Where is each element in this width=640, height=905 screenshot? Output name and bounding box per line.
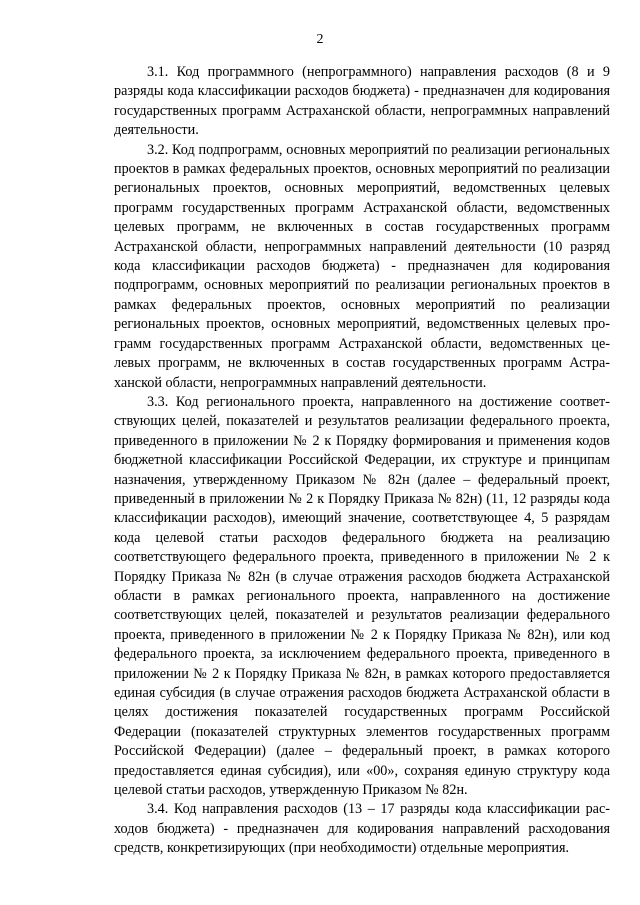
page-number: 2 [316,32,324,47]
document-body [114,63,610,859]
paragraph-3-1: 3.1. Код программного (непрограммного) направления расходов (8 и 9 разряды кода классификации расходов бюджета) - предназначен для кодирования государственных программ Астраханской области, непрограммных направлений деятельности. [114,64,610,139]
paragraph-3-2: 3.2. Код подпрограмм, основных мероприятий по реализации региональных проектов в рамках федеральных проектов, основных мероприятий по реализации региональных проектов, основных мероприятий, ведомственных целевых программ государственных программ Астраханской области, ведомственных целевых программ, не включенных в состав государственных программ Астраханской области, непрограммных направлений деятельности (10 разряд кода классификации расходов бюджета) - предназначен для кодирования подпрограмм, основных мероприятий по реализации региональных проектов в рамках федеральных проектов, основных мероприятий по реализации региональных проектов, основных мероприятий, ведомственных целевых программ государственных программ Астраханской области, ведомственных целевых программ, не включенных в состав государственных программ Астраханской области, непрограммных направлений деятельности. [114,141,610,391]
paragraph-3-4: 3.4. Код направления расходов (13 – 17 разряды кода классификации расходов бюджета) - предназначен для кодирования направлений расходования средств, конкретизирующих (при необходимости) отдельные мероприятия. [114,801,610,857]
paragraph-3-3: 3.3. Код регионального проекта, направленного на достижение соответствующих целей, показателей и результатов реализации федерального проекта, приведенного в приложении № 2 к Порядку формирования и применения кодов бюджетной классификации Российской Федерации, их структуре и принципам назначения, утвержденному Приказом № 82н (далее – федеральный проект, приведенный в приложении № 2 к Порядку Приказа № 82н) (11, 12 разряды кода классификации расходов), имеющий значение, соответствующее 4, 5 разрядам кода целевой статьи расходов федерального бюджета на реализацию соответствующего федерального проекта, приведенного в приложении № 2 к Порядку Приказа № 82н (в случае отражения расходов бюджета Астраханской области в рамках регионального проекта, направленного на достижение соответствующих целей, показателей и результатов реализации федерального проекта, приведенного в приложении № 2 к Порядку Приказа № 82н), или код федерального проекта, за исключением федерального проекта, приведенного в приложении № 2 к Порядку Приказа № 82н, в рамках которого предоставляется единая субсидия (в случае отражения расходов бюджета Астраханской области в целях достижения показателей государственных программ Российской Федерации (показателей структурных элементов государственных программ Российской Федерации) (далее – федеральный проект, в рамках которого предоставляется единая субсидия), или «00», сохраняя единую структуру кода целевой статьи расходов, утвержденную Приказом № 82н. [114,393,610,799]
